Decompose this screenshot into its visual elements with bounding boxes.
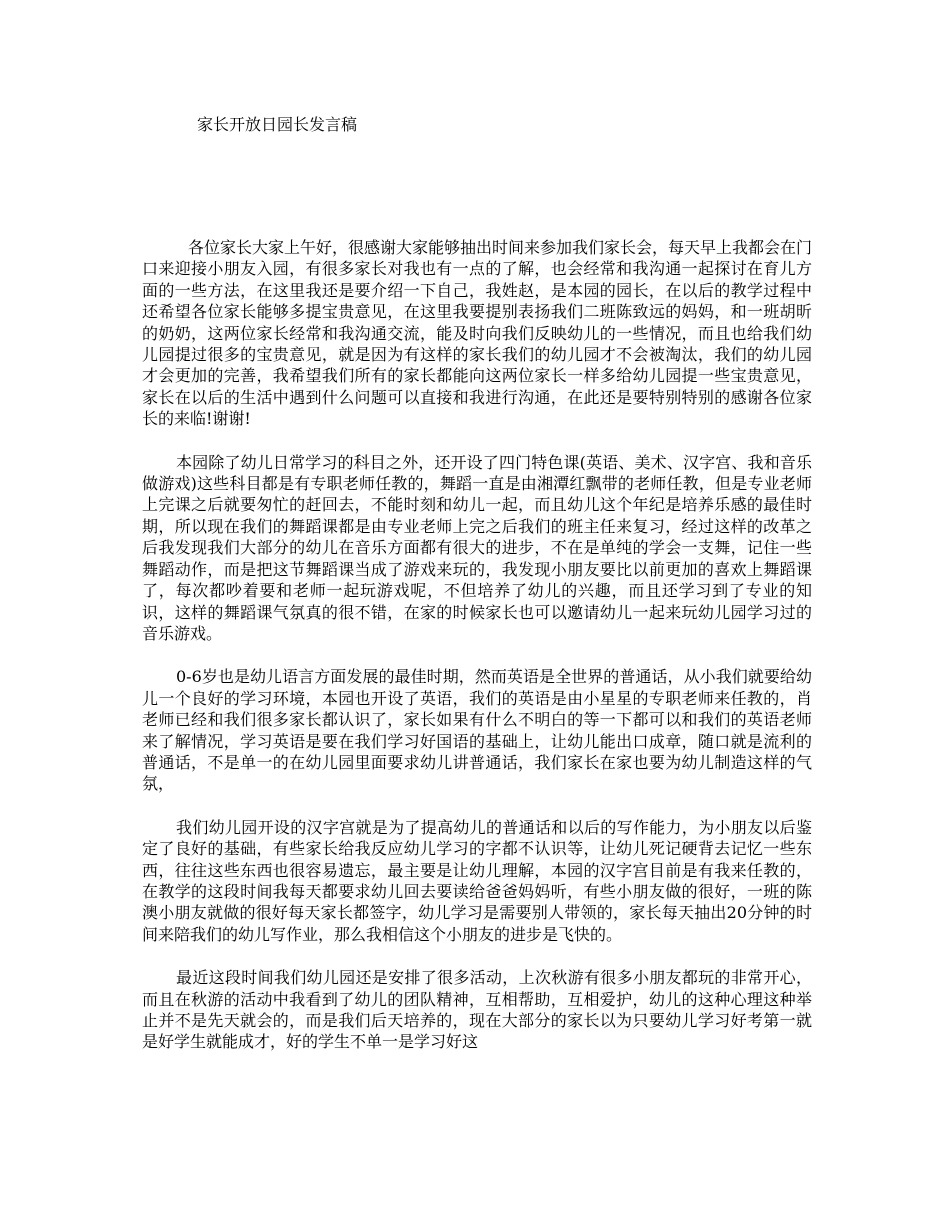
paragraph-activities: 最近这段时间我们幼儿园还是安排了很多活动，上次秋游有很多小朋友都玩的非常开心，而且在秋游的活动中我看到了幼儿的团队精神，互相帮助，互相爱护，幼儿的这种心理这种举止并不是先天就会的，而是我们后天培养的，现在大部分的家长以为只要幼儿学习好考第一就是好学生就能成才，好的学生不单一是学习好这 <box>142 968 812 1052</box>
paragraph-greeting: 各位家长大家上午好，很感谢大家能够抽出时间来参加我们家长会，每天早上我都会在门口来迎接小朋友入园，有很多家长对我也有一点的了解，也会经常和我沟通一起探讨在育儿方面的一些方法，在这里我还是要介绍一下自己，我姓赵，是本园的园长，在以后的教学过程中还希望各位家长能够多提宝贵意见，在这里我要提别表扬我们二班陈致远的妈妈，和一班胡昕的奶奶，这两位家长经常和我沟通交流，能及时向我们反映幼儿的一些情况，而且也给我们幼儿园提过很多的宝贵意见，就是因为有这样的家长我们的幼儿园才不会被淘汰，我们的幼儿园才会更加的完善，我希望我们所有的家长都能向这两位家长一样多给幼儿园提一些宝贵意见，家长在以后的生活中遇到什么问题可以直接和我进行沟通，在此还是要特别特别的感谢各位家长的来临!谢谢! <box>142 238 813 429</box>
paragraph-special-courses: 本园除了幼儿日常学习的科目之外，还开设了四门特色课(英语、美术、汉字宫、我和音乐做游戏)这些科目都是有专职老师任教的，舞蹈一直是由湘潭红飘带的老师任教，但是专业老师上完课之后就要匆忙的赶回去，不能时刻和幼儿一起，而且幼儿这个年纪是培养乐感的最佳时期，所以现在我们的舞蹈课都是由专业老师上完之后我们的班主任来复习，经过这样的改革之后我发现我们大部分的幼儿在音乐方面都有很大的进步，不在是单纯的学会一支舞，记住一些舞蹈动作，而是把这节舞蹈课当成了游戏来玩的，我发现小朋友要比以前更加的喜欢上舞蹈课了，每次都吵着要和老师一起玩游戏呢，不但培养了幼儿的兴趣，而且还学习到了专业的知识，这样的舞蹈课气氛真的很不错，在家的时候家长也可以邀请幼儿一起来玩幼儿园学习过的音乐游戏。 <box>142 452 812 643</box>
paragraph-chinese-characters: 我们幼儿园开设的汉字宫就是为了提高幼儿的普通话和以后的写作能力，为小朋友以后鉴定了良好的基础，有些家长给我反应幼儿学习的字都不认识等，让幼儿死记硬背去记忆一些东西，往往这些东西也很容易遗忘，最主要是让幼儿理解，本园的汉字宫目前是有我来任教的，在教学的这段时间我每天都要求幼儿回去要读给爸爸妈妈听，有些小朋友做的很好，一班的陈澳小朋友就做的很好每天家长都签字，幼儿学习是需要别人带领的，家长每天抽出20分钟的时间来陪我们的幼儿写作业，那么我相信这个小朋友的进步是飞快的。 <box>142 817 812 944</box>
document-body <box>142 237 812 1075</box>
document-title: 家长开放日园长发言稿 <box>197 115 358 134</box>
paragraph-english: 0-6岁也是幼儿语言方面发展的最佳时期，然而英语是全世界的普通话，从小我们就要给幼儿一个良好的学习环境，本园也开设了英语，我们的英语是由小星星的专职老师来任教的，肖老师已经和我们很多家长都认识了，家长如果有什么不明白的等一下都可以和我们的英语老师来了解情况，学习英语是要在我们学习好国语的基础上，让幼儿能出口成章，随口就是流利的普通话，不是单一的在幼儿园里面要求幼儿讲普通话，我们家长在家也要为幼儿制造这样的气氛， <box>142 667 812 794</box>
